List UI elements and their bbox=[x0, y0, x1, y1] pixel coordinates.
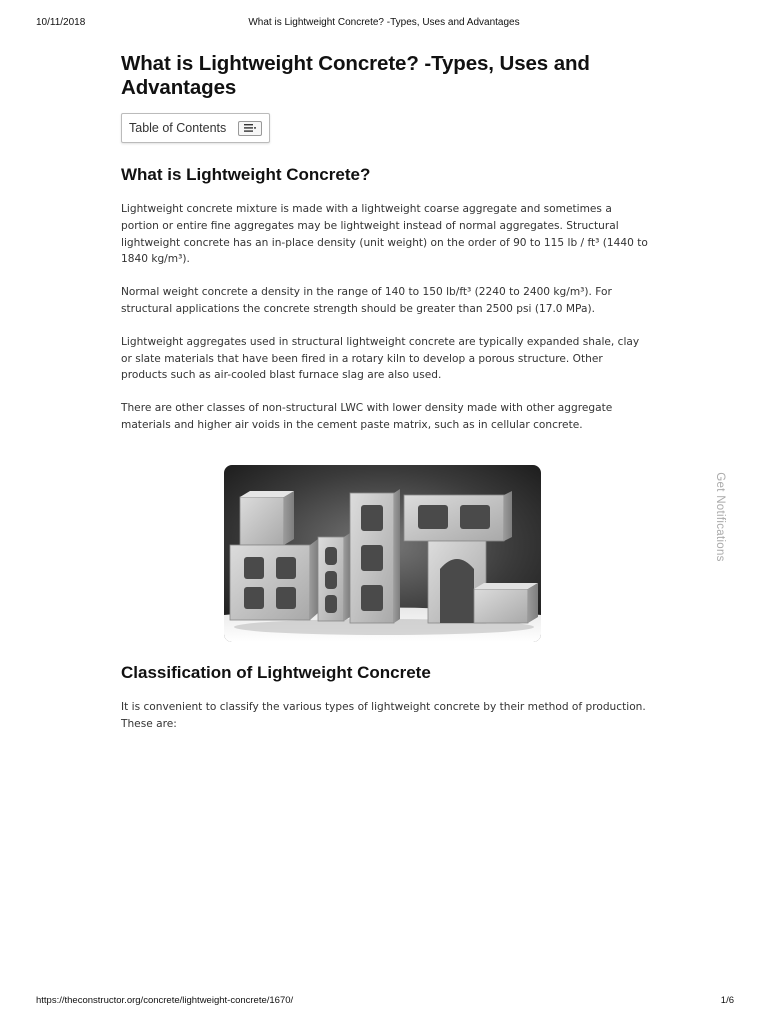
section-heading-classification: Classification of Lightweight Concrete bbox=[121, 663, 431, 682]
paragraph-3: Lightweight aggregates used in structural lightweight concrete are typically expanded shale, clay or slate materials that have been fired in a rotary kiln to develop a porous structure. Other products such as air-cooled blast furnace slag are also used. bbox=[121, 335, 640, 382]
paragraph-4: There are other classes of non-structural LWC with lower density made with other aggregate materials and higher air voids in the cement paste matrix, such as in cellular concrete. bbox=[121, 402, 613, 431]
table-of-contents[interactable] bbox=[121, 113, 270, 143]
print-title: What is Lightweight Concrete? -Types, Uses and Advantages bbox=[248, 17, 520, 28]
print-url: https://theconstructor.org/concrete/lightweight-concrete/1670/ bbox=[36, 995, 294, 1006]
get-notifications-tab[interactable] bbox=[710, 462, 730, 572]
list-toggle-icon[interactable] bbox=[238, 121, 262, 136]
list-lines-icon bbox=[244, 124, 256, 132]
classification-section bbox=[121, 663, 651, 733]
section-heading-what-is: What is Lightweight Concrete? bbox=[121, 165, 371, 184]
concrete-blocks-image bbox=[224, 465, 541, 642]
paragraph-2: Normal weight concrete a density in the range of 140 to 150 lb/ft³ (2240 to 2400 kg/m³). For structural applications the concrete strength should be greater than 2500 psi (17.0 MPa). bbox=[121, 286, 612, 315]
concrete-blocks-photo bbox=[224, 465, 541, 642]
paragraph-classification: It is convenient to classify the various types of lightweight concrete by their method of production. These are: bbox=[121, 701, 646, 730]
article-title: What is Lightweight Concrete? -Types, Uses and Advantages bbox=[121, 52, 590, 99]
paragraph-1: Lightweight concrete mixture is made with a lightweight coarse aggregate and sometimes a portion or entire fine aggregates may be lightweight instead of normal aggregates. Structural lightweight concrete has an in-place density (unit weight) on the order of 90 to 115 lb / ft³ (1440 to 1840 kg/m³). bbox=[121, 203, 648, 266]
page-number: 1/6 bbox=[720, 995, 734, 1006]
toc-label: Table of Contents bbox=[129, 121, 227, 135]
article-content bbox=[121, 52, 651, 434]
print-date: 10/11/2018 bbox=[36, 17, 86, 28]
get-notifications-label: Get Notifications bbox=[714, 472, 726, 562]
